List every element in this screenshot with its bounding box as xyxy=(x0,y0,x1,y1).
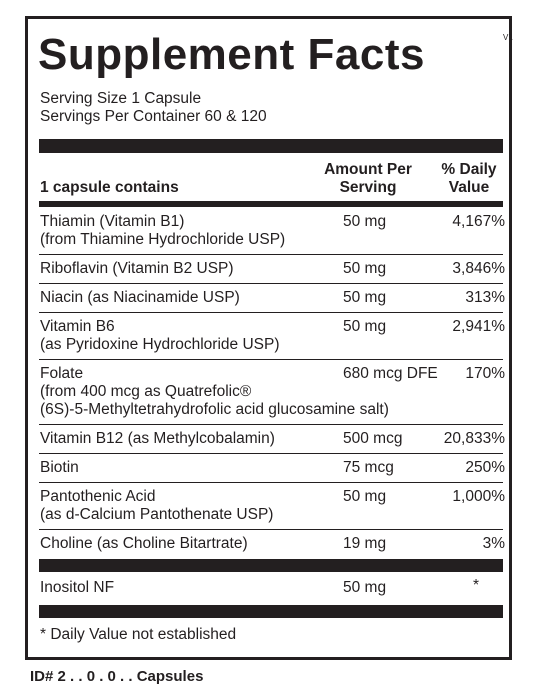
footnote: * Daily Value not established xyxy=(40,626,237,643)
panel-title: Supplement Facts xyxy=(38,30,425,79)
row-name: Thiamin (Vitamin B1) xyxy=(40,213,185,230)
row-amount: 500 mcg xyxy=(343,430,403,447)
row-source-line2: (6S)-5-Methyltetrahydrofolic acid glucosamine salt) xyxy=(40,401,389,418)
row-divider xyxy=(39,359,503,360)
header-dv-line1: % Daily xyxy=(441,161,497,178)
header-amount-line2: Serving xyxy=(339,179,397,196)
row-divider xyxy=(39,453,503,454)
row-amount: 19 mg xyxy=(343,535,387,552)
row-name: Inositol NF xyxy=(40,579,115,596)
thick-divider-top xyxy=(39,139,503,153)
header-dv-line2: Value xyxy=(448,179,490,196)
row-name: Riboflavin (Vitamin B2 USP) xyxy=(40,260,234,277)
row-divider xyxy=(39,312,503,313)
row-daily-value: 3% xyxy=(482,535,505,552)
supplement-facts-panel xyxy=(25,16,512,660)
row-daily-value: 170% xyxy=(465,365,505,382)
row-divider xyxy=(39,529,503,530)
serving-size: Serving Size 1 Capsule xyxy=(40,90,202,107)
row-daily-value: 20,833% xyxy=(443,430,505,447)
row-divider xyxy=(39,254,503,255)
row-daily-value: 250% xyxy=(465,459,505,476)
row-divider xyxy=(39,482,503,483)
row-daily-value: * xyxy=(473,577,480,594)
row-daily-value: 4,167% xyxy=(452,213,505,230)
row-name: Choline (as Choline Bitartrate) xyxy=(40,535,248,552)
row-name: Biotin xyxy=(40,459,79,476)
version-mark: V1 xyxy=(503,33,513,42)
row-amount: 50 mg xyxy=(343,260,387,277)
row-divider xyxy=(39,283,503,284)
header-amount-line1: Amount Per xyxy=(324,161,412,178)
servings-per-container: Servings Per Container 60 & 120 xyxy=(40,108,267,125)
cropped-label-text: ID# 2 . . 0 . 0 . . Capsules xyxy=(30,668,204,685)
header-serving-label: 1 capsule contains xyxy=(40,179,179,196)
thick-divider-bottom xyxy=(39,605,503,618)
thick-divider-middle xyxy=(39,559,503,572)
row-amount: 50 mg xyxy=(343,488,387,505)
row-daily-value: 2,941% xyxy=(452,318,505,335)
header-divider xyxy=(39,201,503,207)
row-source: (from 400 mcg as Quatrefolic® xyxy=(40,383,252,400)
row-amount: 50 mg xyxy=(343,289,387,306)
row-source: (as Pyridoxine Hydrochloride USP) xyxy=(40,336,280,353)
row-amount: 50 mg xyxy=(343,213,387,230)
row-amount: 75 mcg xyxy=(343,459,394,476)
row-amount: 50 mg xyxy=(343,579,387,596)
row-daily-value: 313% xyxy=(465,289,505,306)
row-daily-value: 3,846% xyxy=(452,260,505,277)
row-name: Folate xyxy=(40,365,84,382)
row-name: Vitamin B6 xyxy=(40,318,115,335)
row-daily-value: 1,000% xyxy=(452,488,505,505)
row-name: Niacin (as Niacinamide USP) xyxy=(40,289,240,306)
row-name: Pantothenic Acid xyxy=(40,488,156,505)
row-amount: 50 mg xyxy=(343,318,387,335)
row-name: Vitamin B12 (as Methylcobalamin) xyxy=(40,430,275,447)
row-source: (as d-Calcium Pantothenate USP) xyxy=(40,506,274,523)
row-divider xyxy=(39,424,503,425)
row-source: (from Thiamine Hydrochloride USP) xyxy=(40,231,286,248)
row-amount: 680 mcg DFE xyxy=(343,365,438,382)
